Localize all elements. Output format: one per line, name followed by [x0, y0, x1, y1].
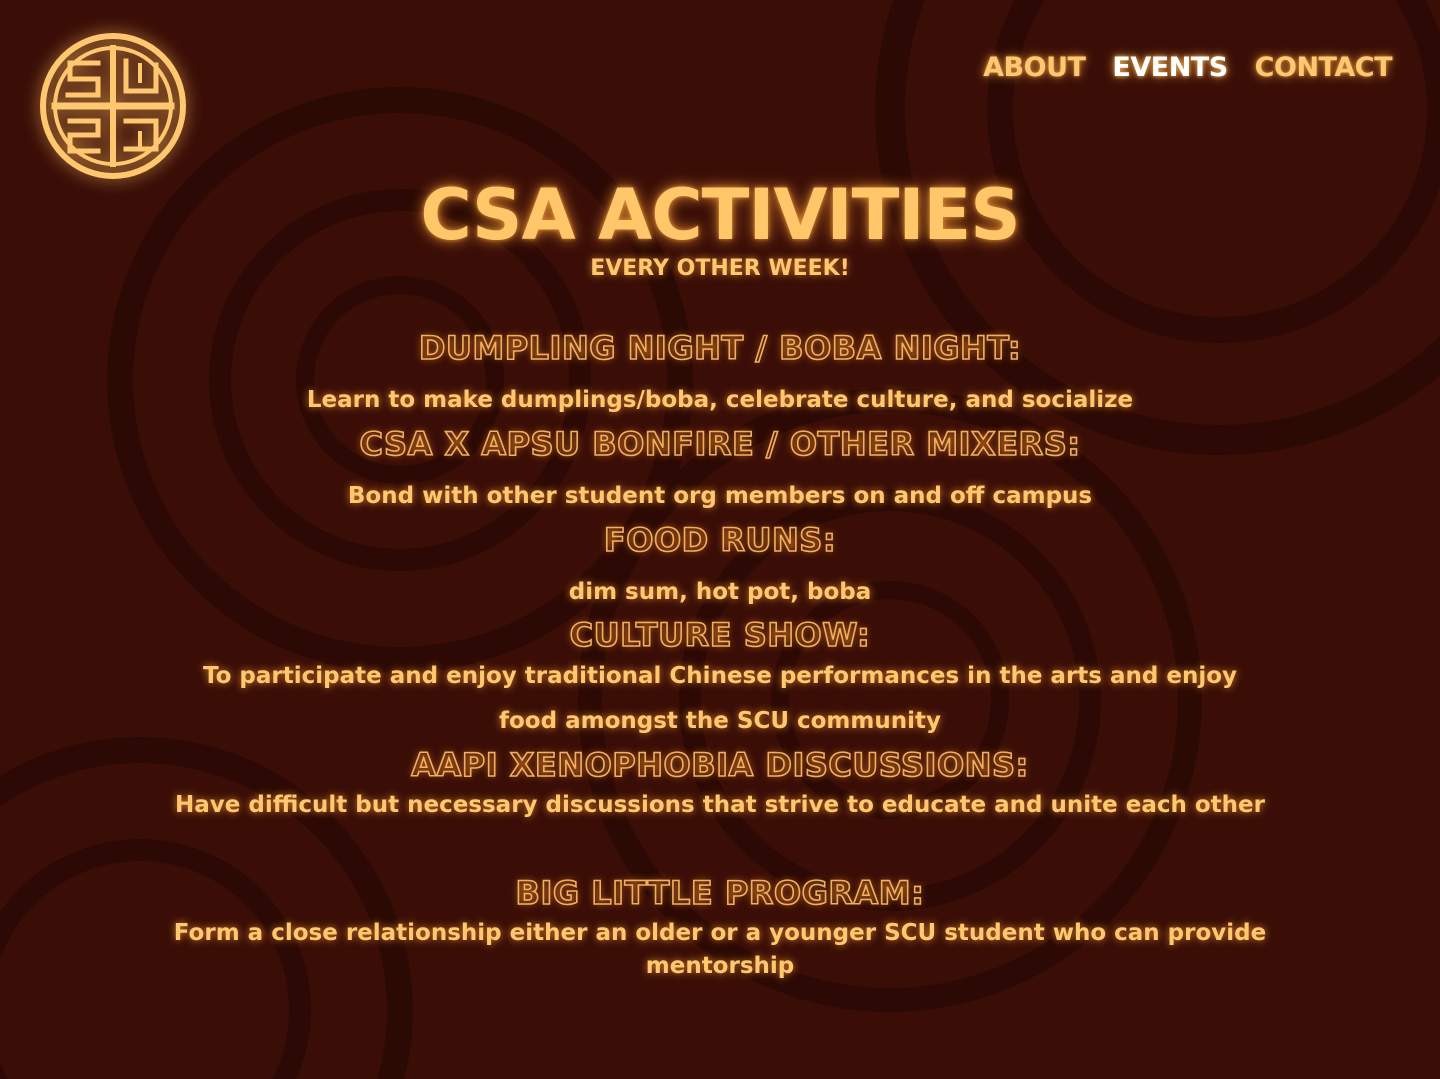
main-nav	[983, 52, 1392, 83]
section-title-bonfire-mixers: CSA X APSU BONFIRE / OTHER MIXERS:	[359, 425, 1081, 463]
page-subtitle: EVERY OTHER WEEK!	[590, 256, 850, 281]
section-title-dumpling-night: DUMPLING NIGHT / BOBA NIGHT:	[418, 329, 1022, 367]
section-title-culture-show: CULTURE SHOW:	[569, 616, 871, 654]
page-title: CSA ACTIVITIES	[420, 174, 1020, 256]
section-title-big-little: BIG LITTLE PROGRAM:	[515, 874, 925, 912]
nav-events-link[interactable]: EVENTS	[1112, 52, 1228, 83]
section-title-food-runs: FOOD RUNS:	[603, 521, 837, 559]
nav-about-link[interactable]: ABOUT	[983, 52, 1086, 83]
section-desc-food-runs: dim sum, hot pot, boba	[568, 579, 872, 605]
section-title-aapi-discussions: AAPI XENOPHOBIA DISCUSSIONS:	[411, 746, 1029, 784]
section-desc-culture-show: To participate and enjoy traditional Chinese performances in the arts and enjoy food amongst the SCU community	[202, 663, 1237, 734]
section-desc-big-little: Form a close relationship either an older or a younger SCU student who can provide mentorship	[173, 920, 1267, 979]
section-desc-aapi-discussions: Have difficult but necessary discussions that strive to educate and unite each other	[175, 792, 1265, 818]
section-desc-bonfire-mixers: Bond with other student org members on and off campus	[347, 483, 1093, 509]
section-desc-dumpling-night: Learn to make dumplings/boba, celebrate culture, and socialize	[306, 387, 1134, 413]
scu-csa-logo-icon[interactable]	[36, 29, 190, 183]
nav-contact-link[interactable]: CONTACT	[1254, 52, 1392, 83]
